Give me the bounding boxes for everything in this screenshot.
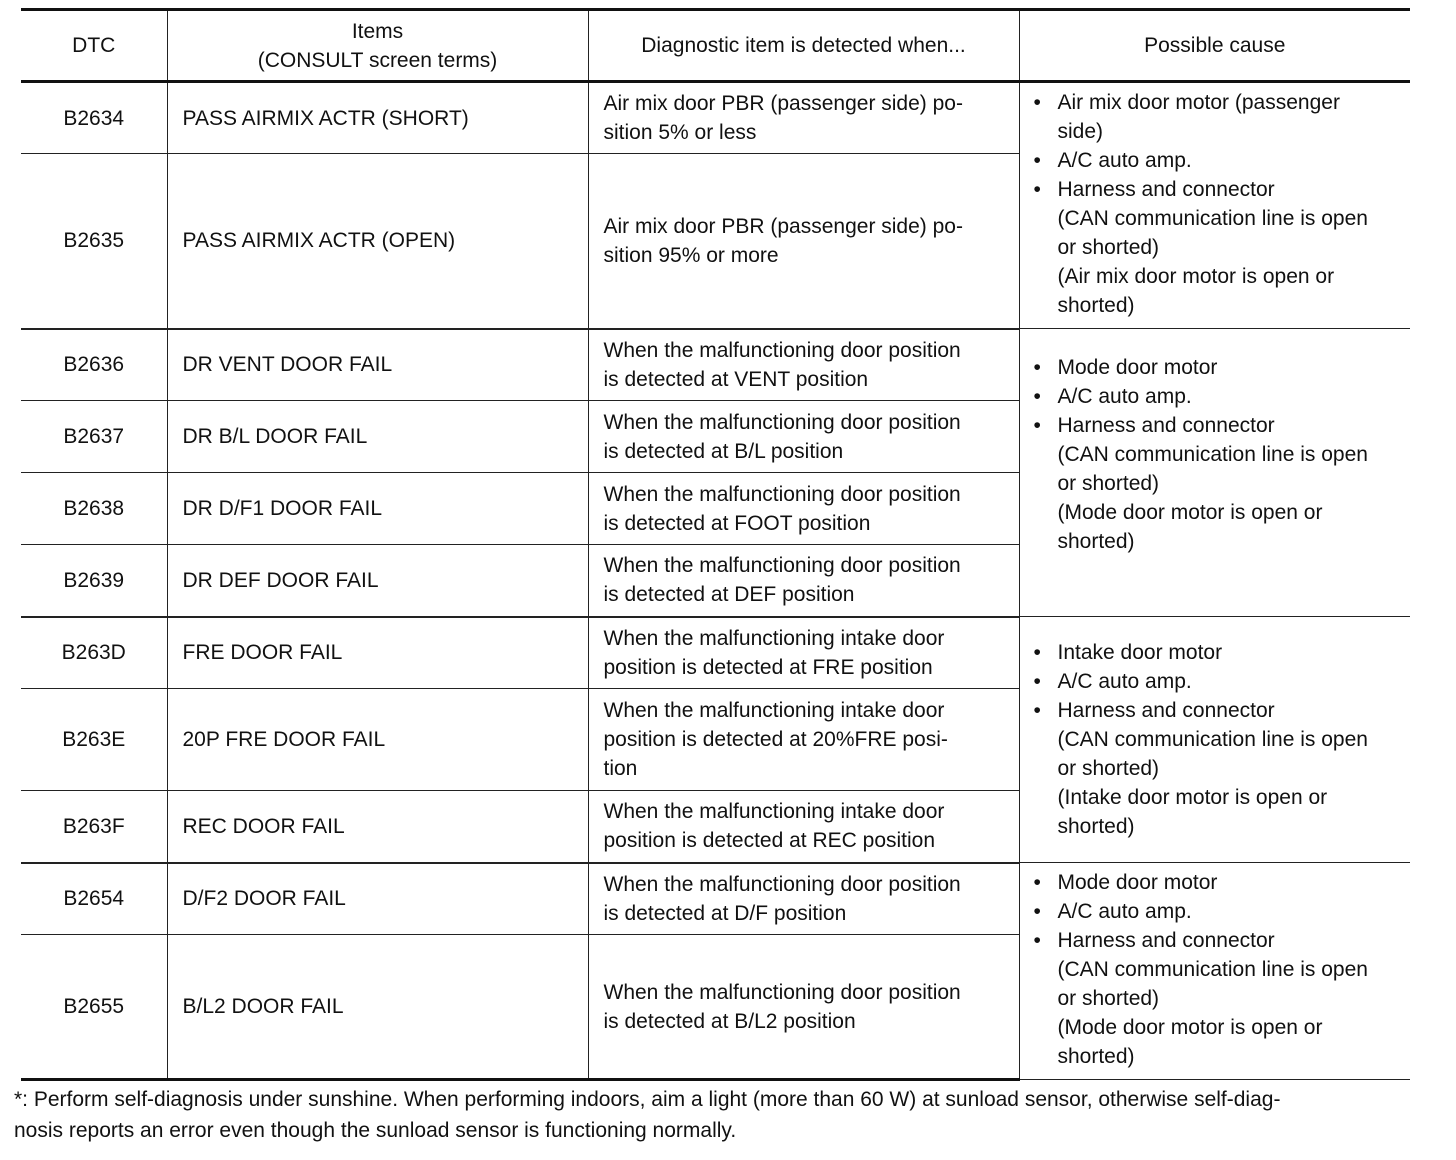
cause-bullet: • Harness and connector bbox=[1034, 926, 1403, 955]
consult-item: D/F2 DOOR FAIL bbox=[167, 863, 588, 935]
possible-cause bbox=[1019, 82, 1410, 329]
dtc-code: B2636 bbox=[21, 329, 167, 401]
cause-subnote: (CAN communication line is open or shorted) (Mode door motor is open or shorted) bbox=[1057, 443, 1368, 553]
consult-item: DR B/L DOOR FAIL bbox=[167, 401, 588, 473]
dtc-code: B2655 bbox=[21, 935, 167, 1080]
cause-bullet: • Harness and connector bbox=[1034, 696, 1403, 725]
dtc-code: B2654 bbox=[21, 863, 167, 935]
cause-bullet: • Mode door motor bbox=[1034, 353, 1403, 382]
cause-bullet: • Mode door motor bbox=[1034, 868, 1403, 897]
detection-condition: When the malfunctioning intake door position is detected at FRE position bbox=[588, 617, 1019, 689]
footnote-line2: nosis reports an error even though the sunload sensor is functioning normally. bbox=[14, 1119, 737, 1142]
detection-condition: When the malfunctioning intake door position is detected at 20%FRE posi- tion bbox=[588, 689, 1019, 791]
consult-item: 20P FRE DOOR FAIL bbox=[167, 689, 588, 791]
dtc-code: B2638 bbox=[21, 473, 167, 545]
dtc-code: B263E bbox=[21, 689, 167, 791]
detection-condition: When the malfunctioning door position is detected at D/F position bbox=[588, 863, 1019, 935]
header-dtc: DTC bbox=[21, 10, 167, 82]
possible-cause bbox=[1019, 329, 1410, 617]
detection-condition: When the malfunctioning door position is detected at VENT position bbox=[588, 329, 1019, 401]
cause-subnote: (CAN communication line is open or shorted) (Air mix door motor is open or shorted) bbox=[1057, 207, 1368, 317]
table-row bbox=[21, 82, 1410, 154]
detection-condition: When the malfunctioning door position is detected at B/L position bbox=[588, 401, 1019, 473]
consult-item: DR DEF DOOR FAIL bbox=[167, 545, 588, 617]
cause-bullet: • A/C auto amp. bbox=[1034, 897, 1403, 926]
consult-item: PASS AIRMIX ACTR (OPEN) bbox=[167, 154, 588, 329]
header-row bbox=[21, 10, 1410, 82]
consult-item: FRE DOOR FAIL bbox=[167, 617, 588, 689]
cause-list bbox=[1034, 638, 1403, 725]
cause-list bbox=[1034, 868, 1403, 955]
footnote bbox=[14, 1084, 1424, 1146]
header-items-line2: (CONSULT screen terms) bbox=[257, 48, 498, 72]
dtc-code: B2635 bbox=[21, 154, 167, 329]
cause-bullet: • Air mix door motor (passenger side) bbox=[1034, 88, 1403, 146]
dtc-code: B2634 bbox=[21, 82, 167, 154]
footnote-line1: *: Perform self-diagnosis under sunshine. When performing indoors, aim a light (more than 60 W) at sunload sensor, otherwise self-diag- bbox=[14, 1088, 1281, 1111]
cause-bullet: • Harness and connector bbox=[1034, 175, 1403, 204]
detection-condition: When the malfunctioning door position is detected at B/L2 position bbox=[588, 935, 1019, 1080]
dtc-code: B263F bbox=[21, 791, 167, 863]
table-row bbox=[21, 329, 1410, 401]
header-cause: Possible cause bbox=[1019, 10, 1410, 82]
cause-subnote: (CAN communication line is open or shorted) (Mode door motor is open or shorted) bbox=[1057, 958, 1368, 1068]
dtc-code: B2637 bbox=[21, 401, 167, 473]
header-items bbox=[167, 10, 588, 82]
cause-list bbox=[1034, 88, 1403, 204]
possible-cause bbox=[1019, 617, 1410, 863]
detection-condition: Air mix door PBR (passenger side) po- sition 5% or less bbox=[588, 82, 1019, 154]
detection-condition: When the malfunctioning door position is detected at DEF position bbox=[588, 545, 1019, 617]
cause-bullet: • Intake door motor bbox=[1034, 638, 1403, 667]
header-items-line1: Items bbox=[351, 19, 404, 43]
table-row bbox=[21, 863, 1410, 935]
consult-item: REC DOOR FAIL bbox=[167, 791, 588, 863]
dtc-table bbox=[21, 8, 1410, 1081]
cause-list bbox=[1034, 353, 1403, 440]
detection-condition: When the malfunctioning door position is detected at FOOT position bbox=[588, 473, 1019, 545]
consult-item: B/L2 DOOR FAIL bbox=[167, 935, 588, 1080]
possible-cause bbox=[1019, 863, 1410, 1080]
cause-bullet: • A/C auto amp. bbox=[1034, 667, 1403, 696]
dtc-code: B263D bbox=[21, 617, 167, 689]
consult-item: DR VENT DOOR FAIL bbox=[167, 329, 588, 401]
cause-subnote: (CAN communication line is open or shorted) (Intake door motor is open or shorted) bbox=[1057, 728, 1368, 838]
dtc-code: B2639 bbox=[21, 545, 167, 617]
cause-bullet: • A/C auto amp. bbox=[1034, 382, 1403, 411]
cause-bullet: • A/C auto amp. bbox=[1034, 146, 1403, 175]
table-row bbox=[21, 617, 1410, 689]
consult-item: DR D/F1 DOOR FAIL bbox=[167, 473, 588, 545]
detection-condition: Air mix door PBR (passenger side) po- sition 95% or more bbox=[588, 154, 1019, 329]
header-detected: Diagnostic item is detected when... bbox=[588, 10, 1019, 82]
cause-bullet: • Harness and connector bbox=[1034, 411, 1403, 440]
consult-item: PASS AIRMIX ACTR (SHORT) bbox=[167, 82, 588, 154]
detection-condition: When the malfunctioning intake door position is detected at REC position bbox=[588, 791, 1019, 863]
